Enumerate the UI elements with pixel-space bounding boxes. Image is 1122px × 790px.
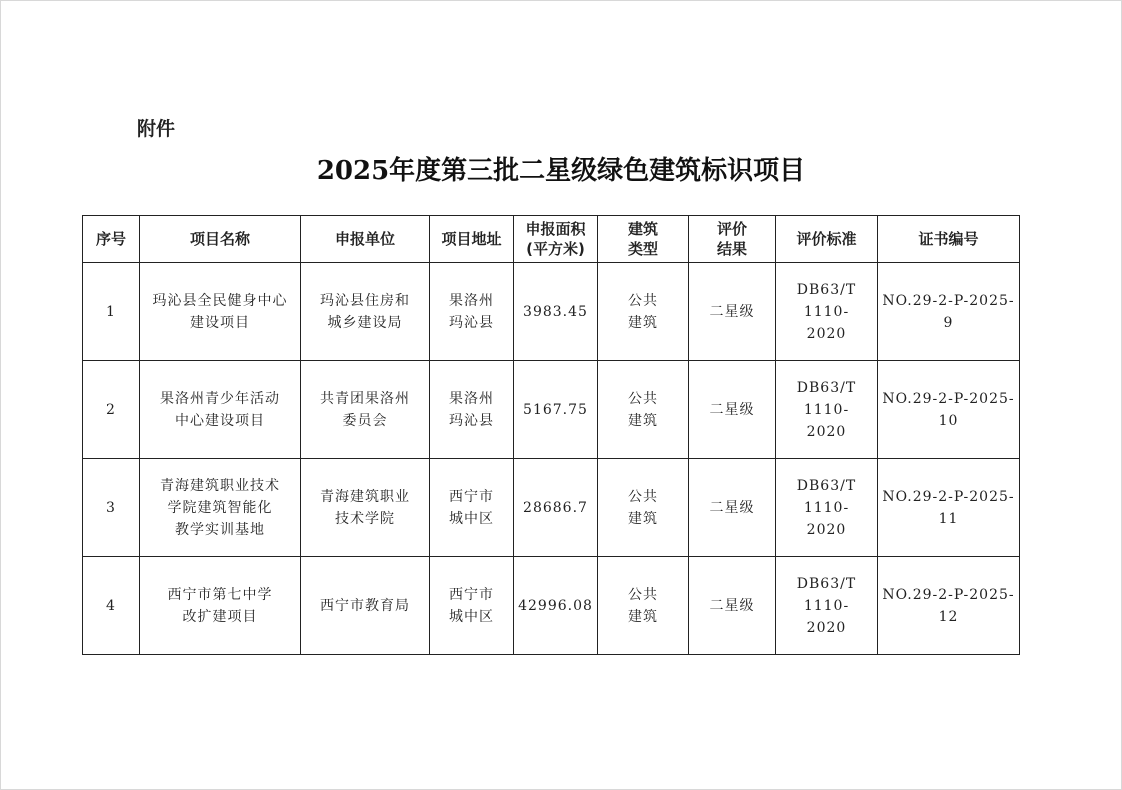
table-row	[83, 361, 1020, 459]
header-project-name: 项目名称	[140, 216, 301, 263]
cell-building-type: 公共 建筑	[598, 361, 689, 459]
cell-cert-no: NO.29-2-P-2025-11	[878, 459, 1020, 557]
header-building-type: 建筑 类型	[598, 216, 689, 263]
cell-applicant: 共青团果洛州 委员会	[301, 361, 430, 459]
cell-project-name: 玛沁县全民健身中心 建设项目	[140, 263, 301, 361]
table-row	[83, 557, 1020, 655]
table-row	[83, 459, 1020, 557]
cell-cert-no: NO.29-2-P-2025-10	[878, 361, 1020, 459]
cell-result: 二星级	[689, 263, 776, 361]
cell-seq: 2	[83, 361, 140, 459]
header-seq: 序号	[83, 216, 140, 263]
table-row	[83, 263, 1020, 361]
cell-building-type: 公共 建筑	[598, 459, 689, 557]
cell-area: 5167.75	[514, 361, 598, 459]
cell-area: 28686.7	[514, 459, 598, 557]
cell-project-name: 果洛州青少年活动 中心建设项目	[140, 361, 301, 459]
cell-address: 果洛州 玛沁县	[430, 263, 514, 361]
projects-table	[82, 215, 1020, 655]
cell-cert-no: NO.29-2-P-2025-9	[878, 263, 1020, 361]
cell-building-type: 公共 建筑	[598, 263, 689, 361]
cell-project-name: 西宁市第七中学 改扩建项目	[140, 557, 301, 655]
document-title: 2025年度第三批二星级绿色建筑标识项目	[316, 156, 806, 186]
cell-address: 西宁市 城中区	[430, 557, 514, 655]
header-area: 申报面积 (平方米)	[514, 216, 598, 263]
attachment-label: 附件	[137, 118, 176, 140]
cell-result: 二星级	[689, 459, 776, 557]
header-standard: 评价标准	[776, 216, 878, 263]
cell-standard: DB63/T 1110- 2020	[776, 557, 878, 655]
cell-applicant: 玛沁县住房和 城乡建设局	[301, 263, 430, 361]
cell-address: 西宁市 城中区	[430, 459, 514, 557]
cell-standard: DB63/T 1110- 2020	[776, 263, 878, 361]
cell-seq: 3	[83, 459, 140, 557]
cell-address: 果洛州 玛沁县	[430, 361, 514, 459]
table-header-row	[83, 216, 1020, 263]
cell-standard: DB63/T 1110- 2020	[776, 361, 878, 459]
header-applicant: 申报单位	[301, 216, 430, 263]
cell-seq: 1	[83, 263, 140, 361]
cell-applicant: 西宁市教育局	[301, 557, 430, 655]
cell-area: 3983.45	[514, 263, 598, 361]
cell-cert-no: NO.29-2-P-2025-12	[878, 557, 1020, 655]
header-result: 评价 结果	[689, 216, 776, 263]
cell-seq: 4	[83, 557, 140, 655]
header-address: 项目地址	[430, 216, 514, 263]
cell-building-type: 公共 建筑	[598, 557, 689, 655]
cell-applicant: 青海建筑职业 技术学院	[301, 459, 430, 557]
cell-result: 二星级	[689, 361, 776, 459]
cell-standard: DB63/T 1110- 2020	[776, 459, 878, 557]
header-cert-no: 证书编号	[878, 216, 1020, 263]
cell-area: 42996.08	[514, 557, 598, 655]
cell-result: 二星级	[689, 557, 776, 655]
cell-project-name: 青海建筑职业技术 学院建筑智能化 教学实训基地	[140, 459, 301, 557]
